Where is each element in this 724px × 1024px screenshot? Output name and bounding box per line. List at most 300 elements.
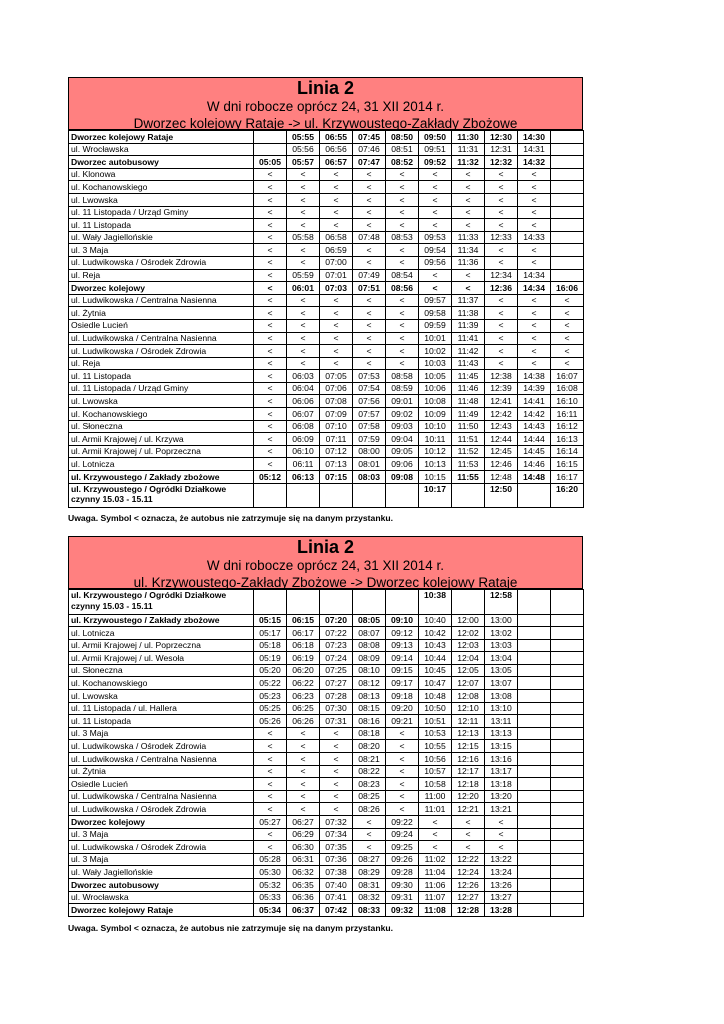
departure-time: < (254, 181, 287, 194)
departure-time: 05:25 (254, 702, 287, 715)
departure-time: 14:34 (518, 282, 551, 295)
departure-time: 05:32 (254, 878, 287, 891)
departure-time: < (254, 307, 287, 320)
departure-time (287, 483, 320, 508)
departure-time: < (518, 256, 551, 269)
departure-time: < (353, 828, 386, 841)
departure-time: 06:25 (287, 702, 320, 715)
departure-time: 07:32 (320, 816, 353, 829)
departure-time: 12:44 (485, 433, 518, 446)
departure-time: 12:34 (485, 269, 518, 282)
departure-time: 11:39 (452, 319, 485, 332)
stop-name: ul. 11 Listopada / Urząd Gminy (69, 206, 254, 219)
departure-time: 07:58 (353, 420, 386, 433)
departure-time: 07:24 (320, 652, 353, 665)
departure-time: 10:44 (419, 652, 452, 665)
departure-time: 09:53 (419, 231, 452, 244)
departure-time: 06:37 (287, 904, 320, 917)
table-row (69, 891, 584, 904)
departure-time: 07:01 (320, 269, 353, 282)
departure-time: 12:11 (452, 715, 485, 728)
stop-name: ul. Ludwikowska / Ośrodek Zdrowia (69, 740, 254, 753)
stop-name: ul. 11 Listopada (69, 219, 254, 232)
timetable-1-table (68, 130, 584, 508)
table-row (69, 590, 584, 615)
table-row (69, 282, 584, 295)
departure-time: 06:17 (287, 627, 320, 640)
departure-time (518, 715, 551, 728)
departure-time: 13:03 (485, 639, 518, 652)
departure-time: 08:16 (353, 715, 386, 728)
departure-time: 16:06 (551, 282, 584, 295)
departure-time: 10:40 (419, 614, 452, 627)
departure-time: 13:00 (485, 614, 518, 627)
departure-time (518, 828, 551, 841)
departure-time: 09:20 (386, 702, 419, 715)
departure-time (551, 143, 584, 156)
stop-name: ul. Ludwikowska / Ośrodek Zdrowia (69, 345, 254, 358)
departure-time: 08:09 (353, 652, 386, 665)
departure-time: 12:33 (485, 231, 518, 244)
departure-time: < (320, 307, 353, 320)
stop-name: ul. Krzywoustego / Ogródki Działkowe czynny 15.03 - 15.11 (69, 483, 254, 508)
departure-time: < (419, 168, 452, 181)
departure-time: < (254, 828, 287, 841)
departure-time: 06:59 (320, 244, 353, 257)
departure-time: 10:58 (419, 778, 452, 791)
departure-time: < (485, 219, 518, 232)
departure-time: < (320, 181, 353, 194)
departure-time: 09:15 (386, 664, 419, 677)
departure-time: 08:32 (353, 891, 386, 904)
departure-time: 07:30 (320, 702, 353, 715)
table-row (69, 357, 584, 370)
departure-time: 06:32 (287, 866, 320, 879)
departure-time (518, 727, 551, 740)
departure-time: 08:12 (353, 677, 386, 690)
table-row (69, 614, 584, 627)
departure-time: 10:01 (419, 332, 452, 345)
departure-time: < (254, 458, 287, 471)
table-row (69, 168, 584, 181)
departure-time: < (353, 816, 386, 829)
stop-name: ul. Żytnia (69, 765, 254, 778)
departure-time: < (287, 294, 320, 307)
departure-time: < (254, 282, 287, 295)
departure-time: < (254, 803, 287, 816)
departure-time: < (485, 294, 518, 307)
departure-time: < (386, 753, 419, 766)
table-row (69, 420, 584, 433)
departure-time: < (419, 828, 452, 841)
departure-time: < (254, 841, 287, 854)
departure-time: 11:42 (452, 345, 485, 358)
departure-time: < (254, 332, 287, 345)
departure-time: < (386, 244, 419, 257)
departure-time: 12:05 (452, 664, 485, 677)
departure-time: 14:34 (518, 269, 551, 282)
departure-time: 06:19 (287, 652, 320, 665)
stop-name: ul. Krzywoustego / Ogródki Działkowe czynny 15.03 - 15.11 (69, 590, 254, 615)
departure-time: 09:30 (386, 878, 419, 891)
table-row (69, 131, 584, 144)
departure-time: 11:04 (419, 866, 452, 879)
departure-time: < (353, 307, 386, 320)
departure-time: 12:43 (485, 420, 518, 433)
table-row (69, 727, 584, 740)
departure-time: 12:21 (452, 803, 485, 816)
departure-time: < (254, 420, 287, 433)
departure-time: 16:14 (551, 445, 584, 458)
table-row (69, 382, 584, 395)
departure-time: 10:48 (419, 690, 452, 703)
departure-time: < (518, 206, 551, 219)
stop-name: ul. Lwowska (69, 395, 254, 408)
departure-time: 09:18 (386, 690, 419, 703)
departure-time (551, 841, 584, 854)
departure-time: 06:23 (287, 690, 320, 703)
departure-time: 10:51 (419, 715, 452, 728)
departure-time: 11:48 (452, 395, 485, 408)
departure-time: 11:36 (452, 256, 485, 269)
departure-time: 10:13 (419, 458, 452, 471)
departure-time (551, 727, 584, 740)
departure-time: 13:15 (485, 740, 518, 753)
departure-time: 05:20 (254, 664, 287, 677)
departure-time: < (254, 727, 287, 740)
departure-time: 13:11 (485, 715, 518, 728)
departure-time: < (518, 294, 551, 307)
departure-time: < (254, 790, 287, 803)
departure-time: 13:08 (485, 690, 518, 703)
table-row (69, 332, 584, 345)
table-row (69, 345, 584, 358)
departure-time: 13:22 (485, 853, 518, 866)
stop-name: ul. 3 Maja (69, 244, 254, 257)
departure-time: < (320, 727, 353, 740)
departure-time: 11:07 (419, 891, 452, 904)
table-row (69, 702, 584, 715)
departure-time: < (287, 168, 320, 181)
departure-time: 10:08 (419, 395, 452, 408)
departure-time: 07:09 (320, 408, 353, 421)
departure-time: 08:21 (353, 753, 386, 766)
departure-time: 08:58 (386, 370, 419, 383)
schedule-days: W dni robocze oprócz 24, 31 XII 2014 r. (206, 99, 445, 114)
departure-time (551, 181, 584, 194)
departure-time: 09:51 (419, 143, 452, 156)
departure-time (551, 219, 584, 232)
stop-name: ul. Armii Krajowej / ul. Poprzeczna (69, 639, 254, 652)
departure-time: < (452, 282, 485, 295)
departure-time: 13:18 (485, 778, 518, 791)
departure-time: 14:42 (518, 408, 551, 421)
table-row (69, 156, 584, 169)
departure-time: < (353, 219, 386, 232)
stop-name: ul. Lotnicza (69, 458, 254, 471)
departure-time: < (518, 219, 551, 232)
departure-time: 08:08 (353, 639, 386, 652)
table-row (69, 866, 584, 879)
departure-time: 12:17 (452, 765, 485, 778)
departure-time: < (386, 790, 419, 803)
departure-time: 06:15 (287, 614, 320, 627)
departure-time: < (386, 727, 419, 740)
departure-time: 07:25 (320, 664, 353, 677)
departure-time (551, 206, 584, 219)
departure-time (452, 590, 485, 615)
table-row (69, 652, 584, 665)
departure-time: < (287, 740, 320, 753)
departure-time (320, 590, 353, 615)
departure-time: 11:52 (452, 445, 485, 458)
departure-time: < (254, 244, 287, 257)
departure-time: < (485, 307, 518, 320)
departure-time: 06:57 (320, 156, 353, 169)
departure-time: < (353, 332, 386, 345)
departure-time (551, 753, 584, 766)
departure-time: 10:38 (419, 590, 452, 615)
departure-time: < (551, 332, 584, 345)
departure-time (518, 677, 551, 690)
departure-time: 12:42 (485, 408, 518, 421)
departure-time: 12:22 (452, 853, 485, 866)
departure-time: 14:46 (518, 458, 551, 471)
departure-time: 08:50 (386, 131, 419, 144)
departure-time: 08:54 (386, 269, 419, 282)
table-row (69, 740, 584, 753)
departure-time: 06:13 (287, 471, 320, 484)
departure-time (551, 156, 584, 169)
departure-time: 10:02 (419, 345, 452, 358)
departure-time: < (452, 828, 485, 841)
departure-time (518, 639, 551, 652)
line-title: Linia 2 (296, 537, 354, 557)
stop-name: Dworzec autobusowy (69, 878, 254, 891)
departure-time: < (320, 740, 353, 753)
table-row (69, 307, 584, 320)
departure-time: 09:58 (419, 307, 452, 320)
departure-time: 12:45 (485, 445, 518, 458)
table-row (69, 483, 584, 508)
departure-time: 08:56 (386, 282, 419, 295)
departure-time: 12:48 (485, 471, 518, 484)
departure-time: 08:13 (353, 690, 386, 703)
departure-time: 07:36 (320, 853, 353, 866)
departure-time (551, 231, 584, 244)
departure-time: < (485, 181, 518, 194)
departure-time: 13:04 (485, 652, 518, 665)
departure-time: 07:57 (353, 408, 386, 421)
table-row (69, 778, 584, 791)
departure-time (551, 269, 584, 282)
departure-time: 11:06 (419, 878, 452, 891)
departure-time: 10:50 (419, 702, 452, 715)
stop-name: ul. Kochanowskiego (69, 677, 254, 690)
departure-time: 05:22 (254, 677, 287, 690)
departure-time: 08:05 (353, 614, 386, 627)
timetable-1-header (68, 77, 583, 130)
table-row (69, 803, 584, 816)
departure-time: < (485, 816, 518, 829)
departure-time: 07:59 (353, 433, 386, 446)
departure-time: 08:23 (353, 778, 386, 791)
departure-time: 11:45 (452, 370, 485, 383)
departure-time: 11:30 (452, 131, 485, 144)
departure-time: 10:45 (419, 664, 452, 677)
table-row (69, 269, 584, 282)
departure-time: < (386, 357, 419, 370)
stop-name: ul. Krzywoustego / Zakłady zbożowe (69, 471, 254, 484)
departure-time: < (485, 256, 518, 269)
departure-time: < (419, 269, 452, 282)
departure-time: 08:52 (386, 156, 419, 169)
departure-time (551, 627, 584, 640)
departure-time (551, 853, 584, 866)
departure-time (254, 483, 287, 508)
departure-time: 05:28 (254, 853, 287, 866)
table-row (69, 841, 584, 854)
departure-time: 05:15 (254, 614, 287, 627)
departure-time: < (485, 357, 518, 370)
departure-time: 09:31 (386, 891, 419, 904)
departure-time: 12:18 (452, 778, 485, 791)
departure-time: 06:20 (287, 664, 320, 677)
departure-time: 10:42 (419, 627, 452, 640)
departure-time: 09:05 (386, 445, 419, 458)
departure-time: 11:33 (452, 231, 485, 244)
departure-time (551, 131, 584, 144)
departure-time: 13:13 (485, 727, 518, 740)
stop-name: ul. Ludwikowska / Centralna Nasienna (69, 753, 254, 766)
departure-time: < (518, 307, 551, 320)
departure-time: 10:15 (419, 471, 452, 484)
departure-time (551, 904, 584, 917)
stop-name: ul. Lwowska (69, 690, 254, 703)
departure-time (518, 878, 551, 891)
stop-name: ul. Ludwikowska / Ośrodek Zdrowia (69, 841, 254, 854)
departure-time: 12:41 (485, 395, 518, 408)
departure-time: 14:43 (518, 420, 551, 433)
departure-time: 09:32 (386, 904, 419, 917)
departure-time: 07:48 (353, 231, 386, 244)
departure-time (518, 590, 551, 615)
schedule-days: W dni robocze oprócz 24, 31 XII 2014 r. (206, 558, 445, 573)
departure-time: 10:53 (419, 727, 452, 740)
table-row (69, 828, 584, 841)
table-row (69, 206, 584, 219)
departure-time: 08:03 (353, 471, 386, 484)
departure-time: 11:55 (452, 471, 485, 484)
departure-time: < (254, 193, 287, 206)
departure-time: 11:53 (452, 458, 485, 471)
table-row (69, 445, 584, 458)
departure-time: 10:06 (419, 382, 452, 395)
departure-time: 14:44 (518, 433, 551, 446)
departure-time: 11:00 (419, 790, 452, 803)
departure-time: < (287, 803, 320, 816)
departure-time (518, 765, 551, 778)
departure-time: < (452, 181, 485, 194)
departure-time: < (386, 332, 419, 345)
departure-time: 07:11 (320, 433, 353, 446)
departure-time: 16:13 (551, 433, 584, 446)
departure-time: 13:20 (485, 790, 518, 803)
departure-time: 14:31 (518, 143, 551, 156)
stop-name: ul. 11 Listopada (69, 370, 254, 383)
departure-time: 09:14 (386, 652, 419, 665)
departure-time (551, 652, 584, 665)
departure-time: 12:20 (452, 790, 485, 803)
departure-time: 12:26 (452, 878, 485, 891)
departure-time: < (254, 319, 287, 332)
stop-name: ul. 11 Listopada / ul. Hallera (69, 702, 254, 715)
stop-name: ul. 3 Maja (69, 727, 254, 740)
departure-time: 05:33 (254, 891, 287, 904)
departure-time: 12:24 (452, 866, 485, 879)
departure-time (353, 590, 386, 615)
departure-time: 07:40 (320, 878, 353, 891)
departure-time: 12:50 (485, 483, 518, 508)
departure-time: 12:16 (452, 753, 485, 766)
departure-time: 07:10 (320, 420, 353, 433)
departure-time: < (419, 282, 452, 295)
departure-time: 08:27 (353, 853, 386, 866)
departure-time (551, 168, 584, 181)
departure-time: 08:07 (353, 627, 386, 640)
departure-time: 07:23 (320, 639, 353, 652)
departure-time: < (551, 345, 584, 358)
departure-time: 08:20 (353, 740, 386, 753)
departure-time: 06:22 (287, 677, 320, 690)
departure-time (551, 639, 584, 652)
departure-time: < (518, 357, 551, 370)
departure-time: 07:41 (320, 891, 353, 904)
departure-time (518, 841, 551, 854)
table-row (69, 294, 584, 307)
departure-time (551, 193, 584, 206)
departure-time: 08:18 (353, 727, 386, 740)
departure-time (518, 614, 551, 627)
departure-time (518, 627, 551, 640)
departure-time: < (320, 803, 353, 816)
departure-time: 16:17 (551, 471, 584, 484)
stop-name: ul. Ludwikowska / Centralna Nasienna (69, 332, 254, 345)
departure-time: 07:42 (320, 904, 353, 917)
departure-time: < (320, 294, 353, 307)
departure-time: < (353, 168, 386, 181)
departure-time: 12:31 (485, 143, 518, 156)
departure-time: 12:36 (485, 282, 518, 295)
departure-time: < (386, 206, 419, 219)
departure-time: 05:58 (287, 231, 320, 244)
departure-time: 13:27 (485, 891, 518, 904)
departure-time (518, 891, 551, 904)
departure-time: < (452, 269, 485, 282)
departure-time: < (287, 193, 320, 206)
departure-time: < (353, 841, 386, 854)
departure-time: 11:37 (452, 294, 485, 307)
line-title: Linia 2 (296, 78, 354, 98)
departure-time: < (254, 753, 287, 766)
departure-time: 06:07 (287, 408, 320, 421)
departure-time: 16:20 (551, 483, 584, 508)
departure-time: 14:38 (518, 370, 551, 383)
departure-time (518, 702, 551, 715)
departure-time: 07:38 (320, 866, 353, 879)
stop-name: ul. Wały Jagiellońskie (69, 866, 254, 879)
departure-time: < (353, 319, 386, 332)
